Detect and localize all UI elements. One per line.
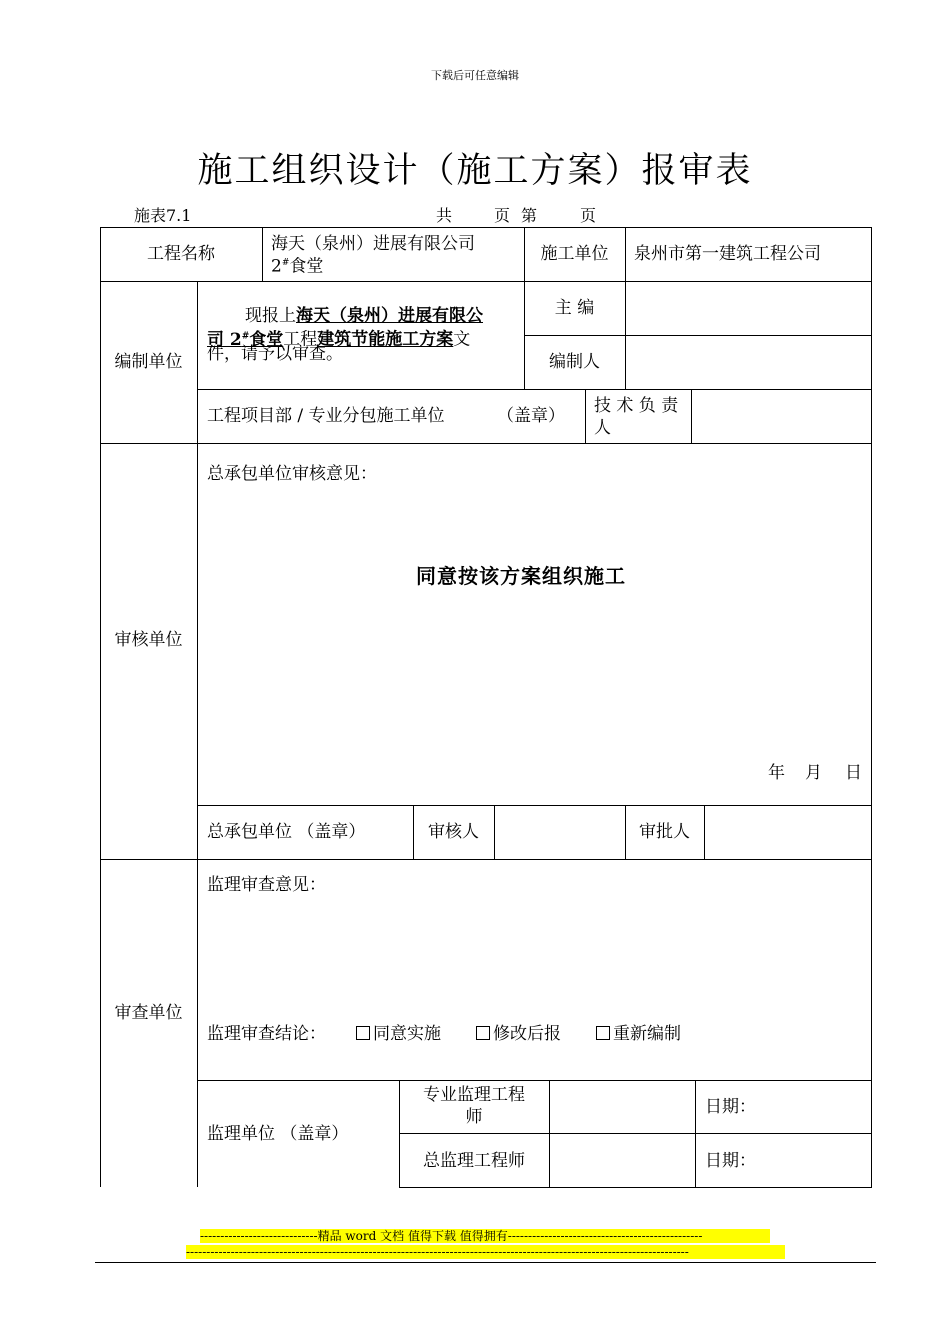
construction-unit-label: 施工单位 xyxy=(540,244,609,264)
option-approve[interactable] xyxy=(356,1024,441,1044)
header-note: 下载后可任意编辑 xyxy=(431,69,519,82)
review-opinion-label: 总承包单位审核意见： xyxy=(207,464,377,484)
review-date-day: 日 xyxy=(845,763,862,783)
date-label-pro: 日期： xyxy=(705,1097,756,1117)
checkbox-approve[interactable] xyxy=(356,1026,370,1040)
review-unit-label: 审核单位 xyxy=(114,630,183,650)
supervision-conclusion-label: 监理审查结论： xyxy=(207,1024,326,1044)
compile-unit-label: 编制单位 xyxy=(114,352,183,372)
compile-plan-name: 建筑节能施工方案 xyxy=(317,329,454,350)
project-name-line2 xyxy=(271,253,323,277)
review-date-year: 年 xyxy=(768,763,785,783)
date-label-chief: 日期： xyxy=(705,1151,756,1171)
project-name-line1: 海天（泉州）进展有限公司 xyxy=(271,234,475,254)
supervision-opinion-label: 监理审查意见： xyxy=(207,875,326,895)
construction-unit-value: 泉州市第一建筑工程公司 xyxy=(634,244,821,264)
option-revise-label: 修改后报 xyxy=(493,1024,561,1044)
chief-editor-label: 主 编 xyxy=(554,298,595,318)
compile-text-mid: 工程 xyxy=(283,329,318,350)
page-info-ye1: 页 xyxy=(494,206,511,225)
project-name-line2-text: 食堂 xyxy=(289,256,324,277)
page-info-gong: 共 xyxy=(436,206,453,225)
reviewer-label: 审核人 xyxy=(428,822,479,842)
option-recompile-label: 重新编制 xyxy=(613,1024,681,1044)
review-date-month: 月 xyxy=(805,763,822,783)
compile-text-line3: 件，请予以审查。 xyxy=(207,344,343,364)
chief-engineer-label: 总监理工程师 xyxy=(423,1151,525,1171)
tech-lead-label-line2: 人 xyxy=(594,418,611,438)
review-opinion-text: 同意按该方案组织施工 xyxy=(416,564,626,588)
tech-lead-label-line1: 技 术 负 责 xyxy=(594,396,679,416)
project-name-label: 工程名称 xyxy=(147,244,215,264)
option-revise[interactable] xyxy=(476,1024,561,1044)
project-name-line2-sup: # xyxy=(281,258,290,268)
page-info-ye2: 页 xyxy=(580,206,597,225)
compile-text-post1: 文 xyxy=(453,329,471,350)
form-number: 施表7.1 xyxy=(134,206,192,225)
pro-engineer-label-line2: 师 xyxy=(465,1107,483,1127)
checkbox-recompile[interactable] xyxy=(596,1026,610,1040)
option-recompile[interactable] xyxy=(596,1024,681,1044)
footer-line1: -----------------------------精品 word 文档 值得下载 值得拥有------------------------------------------------ xyxy=(200,1229,770,1243)
footer-line2: ---------------------------------------------------------------------------------------------------------------------------- xyxy=(186,1245,785,1259)
compile-b2b: 食堂 xyxy=(249,329,284,350)
pro-engineer-label-line1: 专业监理工程 xyxy=(423,1085,525,1105)
approver-label: 审批人 xyxy=(639,822,690,842)
footer-rule xyxy=(95,1262,876,1263)
checkbox-revise[interactable] xyxy=(476,1026,490,1040)
page-title: 施工组织设计（施工方案）报审表 xyxy=(197,151,753,191)
compile-b2a: 司 2 xyxy=(207,329,242,350)
dept-seal: （盖章） xyxy=(497,406,565,426)
supervision-unit-label: 监理单位 （盖章） xyxy=(207,1124,349,1144)
compile-project-name: 海天（泉州）进展有限公 xyxy=(296,306,483,326)
page-info-di: 第 xyxy=(521,206,538,225)
dept-label: 工程项目部 / 专业分包施工单位 xyxy=(207,406,445,426)
compile-b2sup: # xyxy=(241,331,250,341)
editor-label: 编制人 xyxy=(549,352,600,372)
compile-text-line1 xyxy=(245,306,483,326)
option-approve-label: 同意实施 xyxy=(373,1024,441,1044)
general-contractor-label: 总承包单位 （盖章） xyxy=(207,822,366,842)
inspect-unit-label: 审查单位 xyxy=(114,1003,183,1023)
compile-text-pre: 现报上 xyxy=(245,306,296,326)
project-name-line2-num: 2 xyxy=(271,256,282,277)
